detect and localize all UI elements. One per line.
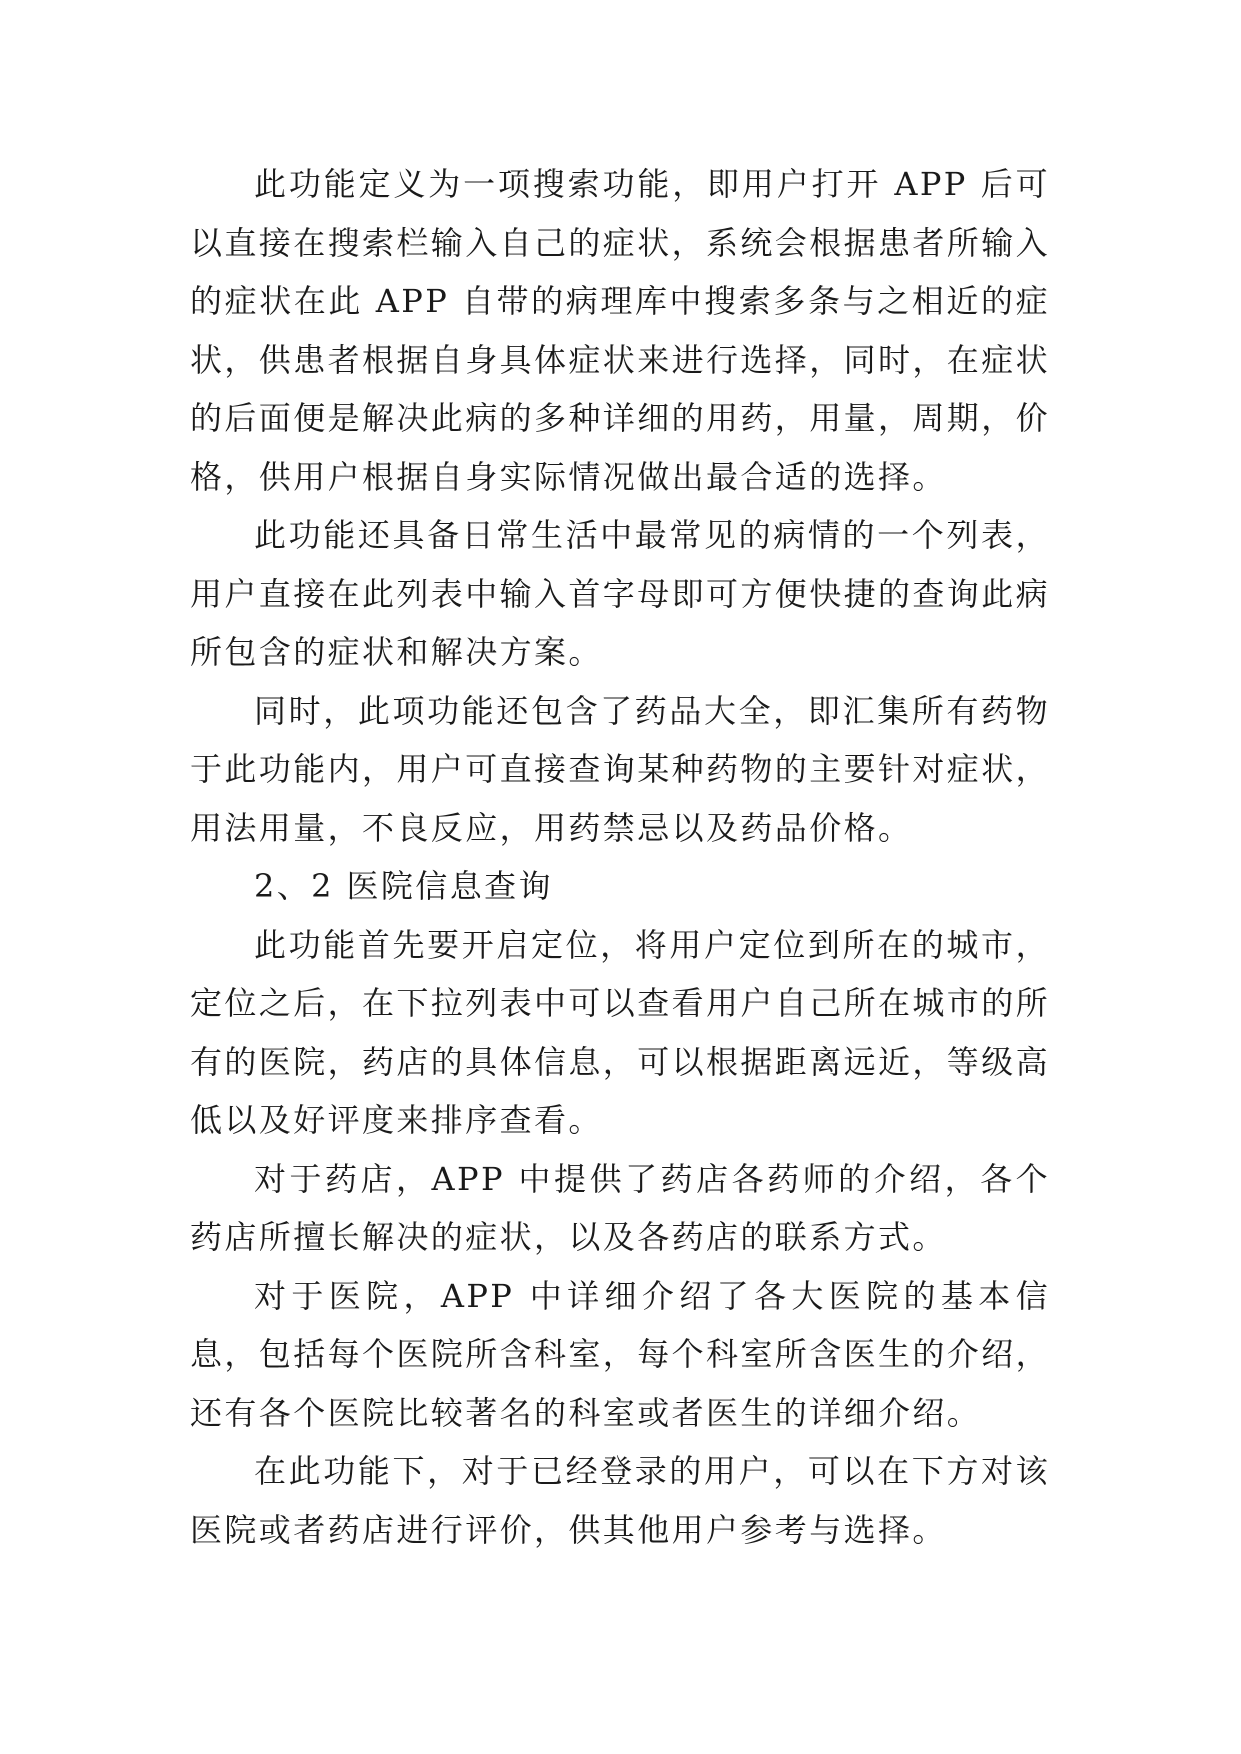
paragraph-drug-encyclopedia: 同时，此项功能还包含了药品大全，即汇集所有药物于此功能内，用户可直接查询某种药物的主要针对症状，用法用量，不良反应，用药禁忌以及药品价格。 (190, 691, 1051, 847)
document-body (190, 155, 1050, 1559)
paragraph-common-illness-list: 此功能还具备日常生活中最常见的病情的一个列表，用户直接在此列表中输入首字母即可方便快捷的查询此病所包含的症状和解决方案。 (190, 516, 1051, 671)
paragraph-pharmacy-info: 对于药店，APP 中提供了药店各药师的介绍，各个药店所擅长解决的症状，以及各药店的联系方式。 (190, 1159, 1050, 1256)
paragraph-user-reviews: 在此功能下，对于已经登录的用户，可以在下方对该医院或者药店进行评价，供其他用户参考与选择。 (190, 1452, 1050, 1549)
paragraph-search-function: 此功能定义为一项搜索功能，即用户打开 APP 后可以直接在搜索栏输入自己的症状，系统会根据患者所输入的症状在此 APP 自带的病理库中搜索多条与之相近的症状，供患者根据自身具体症状来进行选择，同时，在症状的后面便是解决此病的多种详细的用药，用量，周期，价格，供用户根据自身实际情况做出最合适的选择。 (190, 165, 1051, 496)
section-heading-hospital-info: 2、2 医院信息查询 (254, 867, 553, 905)
paragraph-location-function: 此功能首先要开启定位，将用户定位到所在的城市，定位之后，在下拉列表中可以查看用户自己所在城市的所有的医院，药店的具体信息，可以根据距离远近，等级高低以及好评度来排序查看。 (190, 925, 1051, 1139)
paragraph-hospital-info: 对于医院，APP 中详细介绍了各大医院的基本信息，包括每个医院所含科室，每个科室所含医生的介绍，还有各个医院比较著名的科室或者医生的详细介绍。 (190, 1276, 1051, 1432)
